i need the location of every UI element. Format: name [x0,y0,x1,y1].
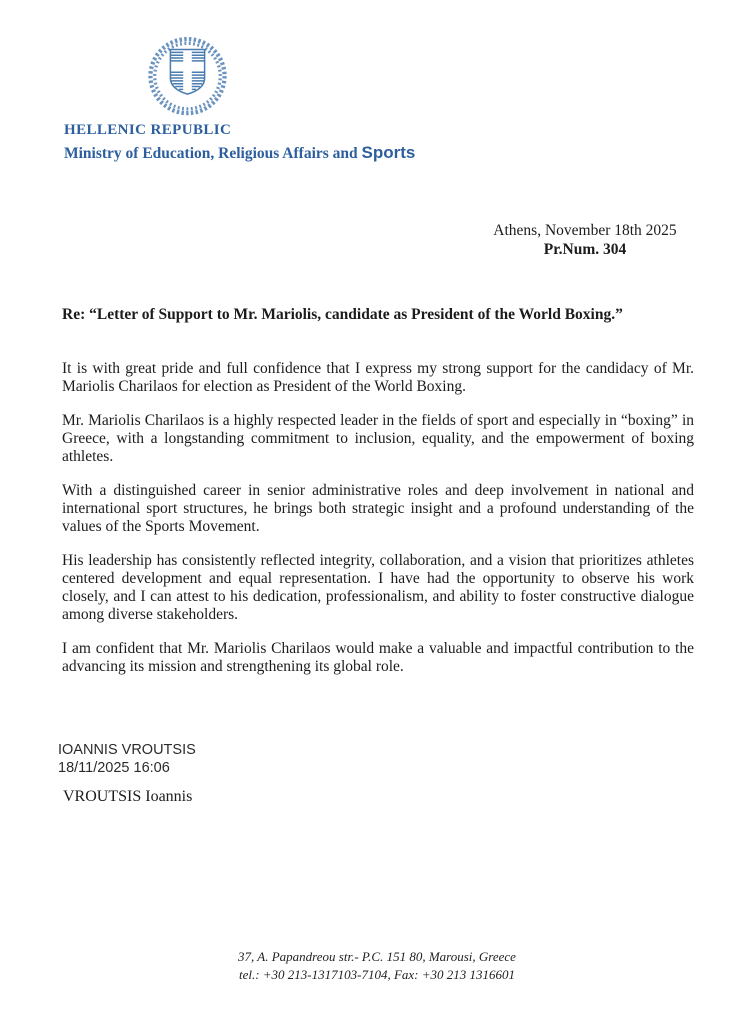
letterhead [64,120,415,166]
body-paragraph: Mr. Mariolis Charilaos is a highly respected leader in the fields of sport and especially in “boxing” in Greece, with a longstanding commitment to inclusion, equality, and the empowerment of boxing athletes. [62,412,694,465]
org-name: HELLENIC REPUBLIC [64,122,232,138]
page-footer [0,948,754,983]
signer-name: VROUTSIS Ioannis [63,788,193,805]
hellenic-republic-emblem-icon [140,36,235,120]
signature-stamp-datetime: 18/11/2025 16:06 [58,760,170,776]
body-paragraph: I am confident that Mr. Mariolis Charilaos would make a valuable and impactful contribution to the advancing its mission and strengthening its global role. [62,640,694,675]
footer-contact: tel.: +30 213-1317103-7104, Fax: +30 213 1316601 [238,966,516,982]
body-paragraph: It is with great pride and full confidence that I express my strong support for the candidacy of Mr. Mariolis Charilaos for election as President of the World Boxing. [62,360,694,395]
signature-stamp-name: IOANNIS VROUTSIS [58,742,196,758]
date-block [465,221,705,259]
body-paragraph: With a distinguished career in senior administrative roles and deep involvement in national and international sport structures, he brings both strategic insight and a profound understanding of the values of the Sports Movement. [62,482,694,535]
ministry-name-sports: Sports [361,143,416,162]
date-line: Athens, November 18th 2025 [493,222,677,239]
footer-address: 37, A. Papandreou str.- P.C. 151 80, Marousi, Greece [238,949,516,964]
body-paragraph: His leadership has consistently reflected integrity, collaboration, and a vision that prioritizes athletes centered development and equal representation. I have had the opportunity to observe his work closely, and I can attest to his dedication, professionalism, and ability to foster constructive dialogue among diverse stakeholders. [62,552,694,623]
letter-body [62,360,694,692]
signature-block [58,741,196,807]
protocol-number: Pr.Num. 304 [543,241,627,258]
ministry-name-prefix: Ministry of Education, Religious Affairs and [64,145,362,162]
ministry-name [64,141,415,166]
subject-line: Re: “Letter of Support to Mr. Mariolis, candidate as President of the World Boxing.” [62,306,623,323]
